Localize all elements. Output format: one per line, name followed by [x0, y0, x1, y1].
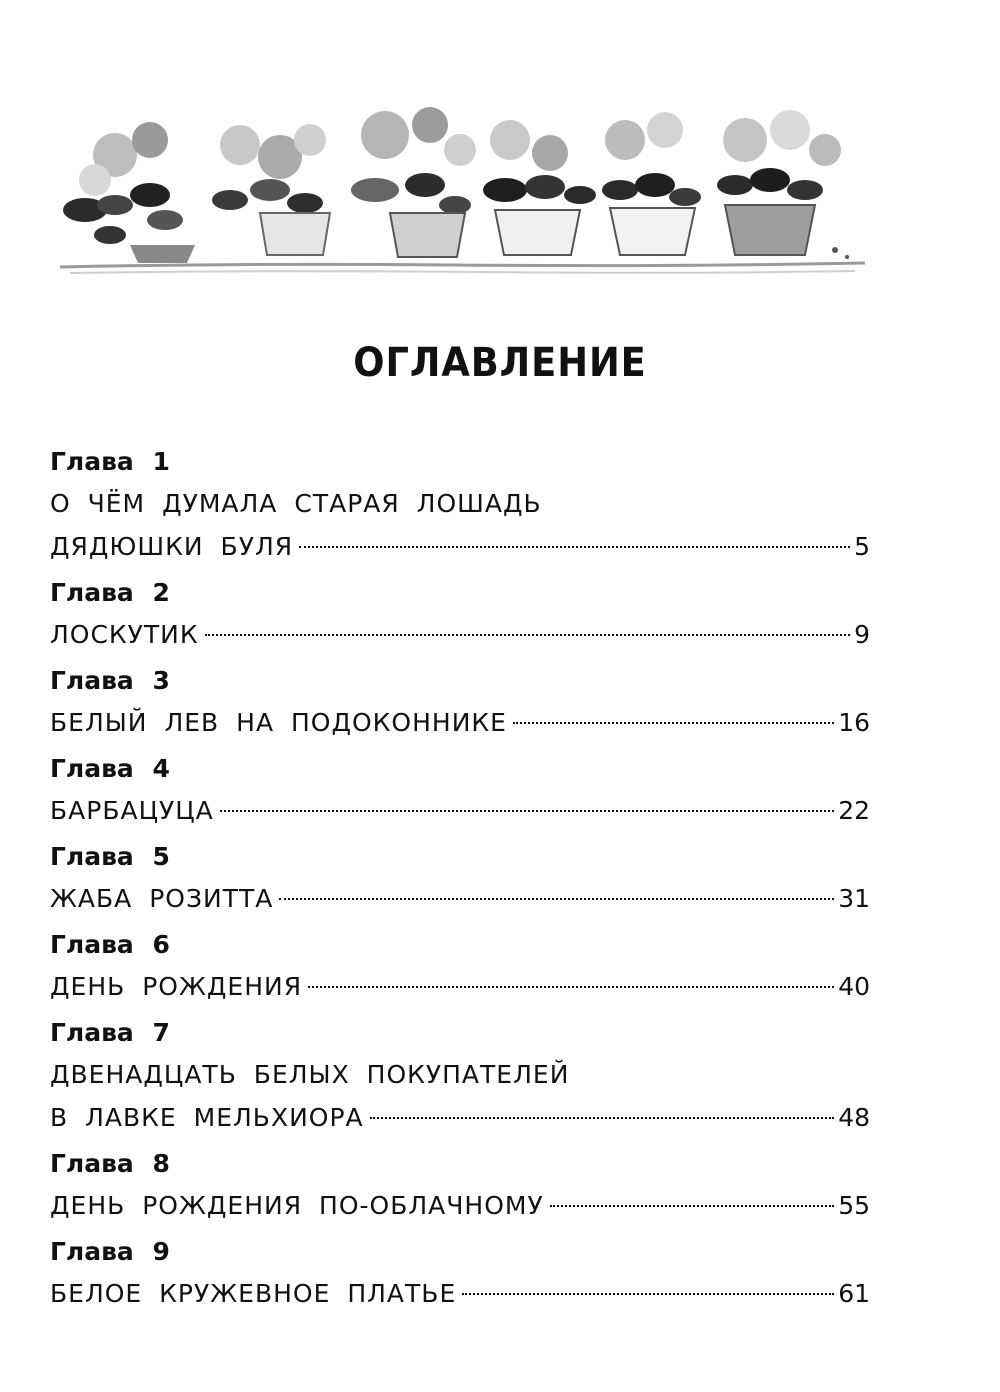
page-number: 40 [838, 972, 870, 1001]
chapter-title-text: БАРБАЦУЦА [50, 796, 214, 825]
chapter-title-text: ДЯДЮШКИ БУЛЯ [50, 532, 294, 561]
chapter-title-line: О ЧЁМ ДУМАЛА СТАРАЯ ЛОШАДЬ [50, 489, 542, 518]
chapter-title-text: ДЕНЬ РОЖДЕНИЯ [50, 972, 303, 1001]
toc-entry-1[interactable] [50, 441, 870, 568]
chapter-title-line [50, 1184, 870, 1227]
page-number: 5 [854, 532, 870, 561]
chapter-label: Глава 7 [50, 1018, 170, 1047]
chapter-title-text: БЕЛОЕ КРУЖЕВНОЕ ПЛАТЬЕ [50, 1279, 457, 1308]
chapter-title-line: ДВЕНАДЦАТЬ БЕЛЫХ ПОКУПАТЕЛЕЙ [50, 1060, 570, 1089]
toc-entry-7[interactable] [50, 1012, 870, 1139]
page-number: 22 [838, 796, 870, 825]
page-number: 61 [838, 1279, 870, 1308]
chapter-label: Глава 4 [50, 754, 170, 783]
toc-entry-5[interactable] [50, 836, 870, 920]
dot-leader [513, 722, 834, 724]
chapter-title-text: В ЛАВКЕ МЕЛЬХИОРА [50, 1103, 364, 1132]
dot-leader [279, 898, 834, 900]
chapter-title-line [50, 1272, 870, 1315]
chapter-title-line [50, 789, 870, 832]
chapter-label: Глава 9 [50, 1237, 170, 1266]
toc-entry-8[interactable] [50, 1143, 870, 1227]
chapter-label: Глава 6 [50, 930, 170, 959]
dot-leader [308, 986, 834, 988]
chapter-title-line [50, 1096, 870, 1139]
chapter-label: Глава 8 [50, 1149, 170, 1178]
chapter-title-line [50, 701, 870, 744]
chapter-label: Глава 1 [50, 447, 170, 476]
page-title: ОГЛАВЛЕНИЕ [353, 340, 647, 386]
chapter-title-text: БЕЛЫЙ ЛЕВ НА ПОДОКОННИКЕ [50, 708, 507, 737]
table-of-contents [50, 441, 870, 1315]
page-number: 16 [838, 708, 870, 737]
dot-leader [205, 634, 850, 636]
page-number: 31 [838, 884, 870, 913]
chapter-title-line [50, 877, 870, 920]
chapter-title-text: ЖАБА РОЗИТТА [50, 884, 274, 913]
dot-leader [462, 1293, 834, 1295]
page-number: 55 [838, 1191, 870, 1220]
page-number: 48 [838, 1103, 870, 1132]
chapter-title-text: ДЕНЬ РОЖДЕНИЯ ПО-ОБЛАЧНОМУ [50, 1191, 544, 1220]
chapter-title-line [50, 525, 870, 568]
dot-leader [370, 1117, 835, 1119]
toc-entry-6[interactable] [50, 924, 870, 1008]
dot-leader [550, 1205, 834, 1207]
chapter-label: Глава 5 [50, 842, 170, 871]
chapter-title-text: ЛОСКУТИК [50, 620, 199, 649]
dot-leader [220, 810, 834, 812]
chapter-label: Глава 2 [50, 578, 170, 607]
chapter-title-line [50, 613, 870, 656]
dot-leader [299, 546, 850, 548]
chapter-label: Глава 3 [50, 666, 170, 695]
toc-entry-2[interactable] [50, 572, 870, 656]
flower-pots-illustration [55, 95, 870, 290]
toc-entry-4[interactable] [50, 748, 870, 832]
toc-entry-3[interactable] [50, 660, 870, 744]
page-number: 9 [854, 620, 870, 649]
toc-entry-9[interactable] [50, 1231, 870, 1315]
chapter-title-line [50, 965, 870, 1008]
